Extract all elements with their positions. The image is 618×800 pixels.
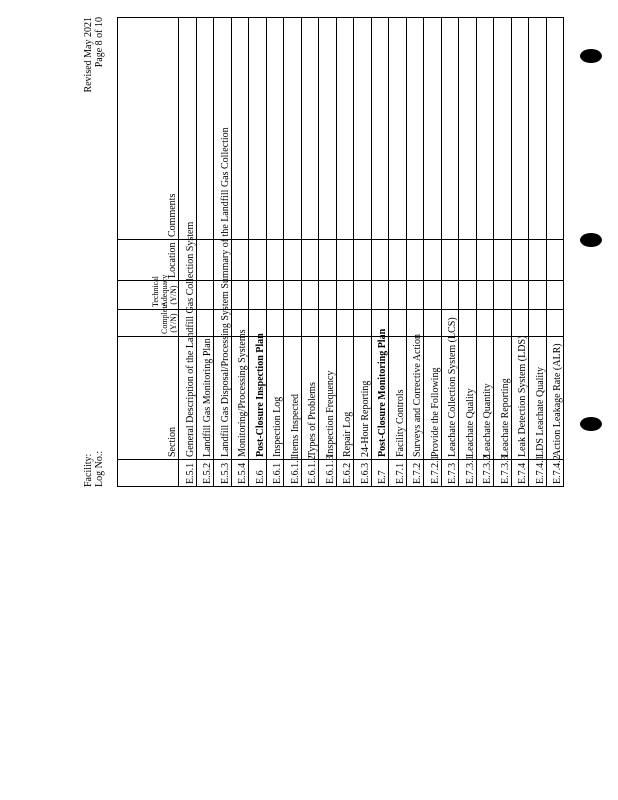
table-row [354, 18, 372, 487]
comments-cell[interactable] [476, 18, 494, 240]
table-row [371, 18, 389, 487]
comments-cell[interactable] [494, 18, 512, 240]
location-cell[interactable] [249, 240, 267, 281]
location-cell[interactable] [476, 240, 494, 281]
section-number: E.6.3 [354, 460, 372, 487]
location-cell[interactable] [529, 240, 547, 281]
location-cell[interactable] [371, 240, 389, 281]
complete-cell[interactable] [424, 310, 442, 337]
table-row [179, 18, 197, 487]
technical-adequacy-cell[interactable] [371, 281, 389, 310]
section-number: E.7.4.1 [529, 460, 547, 487]
section-label: Inspection Log [266, 337, 284, 460]
section-label: Leak Detection System (LDS) [511, 337, 529, 460]
checklist-table [117, 17, 564, 487]
complete-cell[interactable] [389, 310, 407, 337]
comments-cell[interactable] [389, 18, 407, 240]
technical-adequacy-cell[interactable] [406, 281, 424, 310]
comments-cell[interactable] [336, 18, 354, 240]
table-row [249, 18, 267, 487]
rotated-form [83, 17, 563, 487]
table-header-row [118, 18, 179, 487]
location-cell[interactable] [196, 240, 214, 281]
table-row [284, 18, 302, 487]
location-cell[interactable] [301, 240, 319, 281]
location-cell[interactable] [546, 240, 564, 281]
revised-date: Revised May 2021 [83, 17, 94, 93]
header-number-cell [118, 460, 179, 487]
technical-adequacy-cell[interactable] [319, 281, 337, 310]
table-row [529, 18, 547, 487]
table-row [459, 18, 477, 487]
technical-adequacy-cell[interactable] [546, 281, 564, 310]
comments-cell[interactable] [424, 18, 442, 240]
comments-cell[interactable] [406, 18, 424, 240]
section-number: E.7.3.3 [494, 460, 512, 487]
table-row [231, 18, 249, 487]
comments-cell[interactable] [529, 18, 547, 240]
section-label: Monitoring/Processing Systems [231, 337, 249, 460]
checklist-sheet [83, 17, 563, 487]
technical-adequacy-cell[interactable] [249, 281, 267, 310]
section-label: Items Inspected [284, 337, 302, 460]
location-cell[interactable] [511, 240, 529, 281]
location-cell[interactable] [441, 240, 459, 281]
section-number: E.7 [371, 460, 389, 487]
section-number: E.5.4 [231, 460, 249, 487]
section-number: E.5.2 [196, 460, 214, 487]
section-number: E.5.1 [179, 460, 197, 487]
location-cell[interactable] [231, 240, 249, 281]
complete-cell[interactable] [546, 310, 564, 337]
section-label: Landfill Gas Disposal/Processing System Summary of the Landfill Gas Collection [214, 337, 232, 460]
table-row [266, 18, 284, 487]
table-row [319, 18, 337, 487]
complete-cell[interactable] [354, 310, 372, 337]
comments-cell[interactable] [511, 18, 529, 240]
section-number: E.6 [249, 460, 267, 487]
section-label: Inspection Frequency [319, 337, 337, 460]
punch-hole-bottom [580, 417, 602, 431]
section-label: Post-Closure Monitoring Plan [371, 337, 389, 460]
location-cell[interactable] [336, 240, 354, 281]
location-cell[interactable] [284, 240, 302, 281]
complete-cell[interactable] [529, 310, 547, 337]
technical-adequacy-cell[interactable] [284, 281, 302, 310]
location-cell[interactable] [266, 240, 284, 281]
location-cell[interactable] [354, 240, 372, 281]
header-complete: Complete (Y/N) [118, 310, 179, 337]
comments-cell[interactable] [441, 18, 459, 240]
punch-hole-middle [580, 233, 602, 247]
table-row [214, 18, 232, 487]
section-number: E.7.4.2 [546, 460, 564, 487]
complete-cell[interactable] [284, 310, 302, 337]
section-number: E.6.2 [336, 460, 354, 487]
location-cell[interactable] [459, 240, 477, 281]
header-location: Location [118, 240, 179, 281]
comments-cell[interactable] [319, 18, 337, 240]
section-number: E.7.3.1 [459, 460, 477, 487]
technical-adequacy-cell[interactable] [424, 281, 442, 310]
complete-cell[interactable] [406, 310, 424, 337]
section-label: Leachate Quantity [476, 337, 494, 460]
table-row [196, 18, 214, 487]
section-number: E.6.1 [266, 460, 284, 487]
table-row [441, 18, 459, 487]
table-row [546, 18, 564, 487]
facility-label: Facility: [83, 453, 94, 487]
comments-cell[interactable] [284, 18, 302, 240]
section-label: Action Leakage Rate (ALR) [546, 337, 564, 460]
technical-adequacy-cell[interactable] [231, 281, 249, 310]
table-row [476, 18, 494, 487]
location-cell[interactable] [494, 240, 512, 281]
header-left [83, 451, 105, 487]
location-cell[interactable] [424, 240, 442, 281]
section-label: Repair Log [336, 337, 354, 460]
section-number: E.7.2 [406, 460, 424, 487]
technical-adequacy-cell[interactable] [476, 281, 494, 310]
section-label: Leachate Collection System (LCS) [441, 337, 459, 460]
complete-cell[interactable] [476, 310, 494, 337]
technical-adequacy-cell[interactable] [459, 281, 477, 310]
technical-adequacy-cell[interactable] [266, 281, 284, 310]
header-section: Section [118, 337, 179, 460]
complete-cell[interactable] [459, 310, 477, 337]
section-number: E.7.3.2 [476, 460, 494, 487]
section-label: Landfill Gas Monitoring Plan [196, 337, 214, 460]
technical-adequacy-cell[interactable] [529, 281, 547, 310]
comments-cell[interactable] [196, 18, 214, 240]
table-row [336, 18, 354, 487]
header-comments: Comments [118, 18, 179, 240]
table-row [406, 18, 424, 487]
technical-adequacy-cell[interactable] [196, 281, 214, 310]
complete-cell[interactable] [494, 310, 512, 337]
section-number: E.7.4 [511, 460, 529, 487]
section-number: E.7.1 [389, 460, 407, 487]
section-number: E.5.3 [214, 460, 232, 487]
complete-cell[interactable] [266, 310, 284, 337]
comments-cell[interactable] [179, 18, 197, 240]
comments-cell[interactable] [459, 18, 477, 240]
header-technical-adequacy: Technical Adequacy (Y/N) [118, 281, 179, 310]
page-number: Page 8 of 10 [94, 17, 105, 68]
technical-adequacy-cell[interactable] [301, 281, 319, 310]
section-number: E.6.1.2 [301, 460, 319, 487]
section-label: Provide the Following [424, 337, 442, 460]
comments-cell[interactable] [249, 18, 267, 240]
section-number: E.6.1.3 [319, 460, 337, 487]
location-cell[interactable] [389, 240, 407, 281]
section-number: E.7.2.1 [424, 460, 442, 487]
section-number: E.6.1.1 [284, 460, 302, 487]
comments-cell[interactable] [266, 18, 284, 240]
technical-adequacy-cell[interactable] [354, 281, 372, 310]
technical-adequacy-cell[interactable] [389, 281, 407, 310]
section-label: Types of Problems [301, 337, 319, 460]
comments-cell[interactable] [546, 18, 564, 240]
section-label: Post-Closure Inspection Plan [249, 337, 267, 460]
location-cell[interactable] [406, 240, 424, 281]
complete-cell[interactable] [196, 310, 214, 337]
technical-adequacy-cell[interactable] [336, 281, 354, 310]
table-row [301, 18, 319, 487]
comments-cell[interactable] [354, 18, 372, 240]
table-row [494, 18, 512, 487]
section-number: E.7.3 [441, 460, 459, 487]
table-row [424, 18, 442, 487]
technical-adequacy-cell[interactable] [494, 281, 512, 310]
comments-cell[interactable] [301, 18, 319, 240]
complete-cell[interactable] [511, 310, 529, 337]
section-label: Leachate Reporting [494, 337, 512, 460]
header-right [83, 17, 105, 93]
complete-cell[interactable] [301, 310, 319, 337]
section-label: 24-Hour Reporting [354, 337, 372, 460]
table-row [389, 18, 407, 487]
section-label: Leachate Quality [459, 337, 477, 460]
technical-adequacy-cell[interactable] [441, 281, 459, 310]
comments-cell[interactable] [231, 18, 249, 240]
log-number-label: Log No.: [94, 450, 105, 487]
complete-cell[interactable] [336, 310, 354, 337]
table-row [511, 18, 529, 487]
section-label: Surveys and Corrective Action [406, 337, 424, 460]
section-label: General Description of the Landfill Gas Collection System [179, 337, 197, 460]
location-cell[interactable] [319, 240, 337, 281]
comments-cell[interactable] [371, 18, 389, 240]
section-label: LDS Leachate Quality [529, 337, 547, 460]
complete-cell[interactable] [319, 310, 337, 337]
technical-adequacy-cell[interactable] [511, 281, 529, 310]
punch-hole-top [580, 49, 602, 63]
section-label: Facility Controls [389, 337, 407, 460]
table-body [179, 18, 564, 487]
